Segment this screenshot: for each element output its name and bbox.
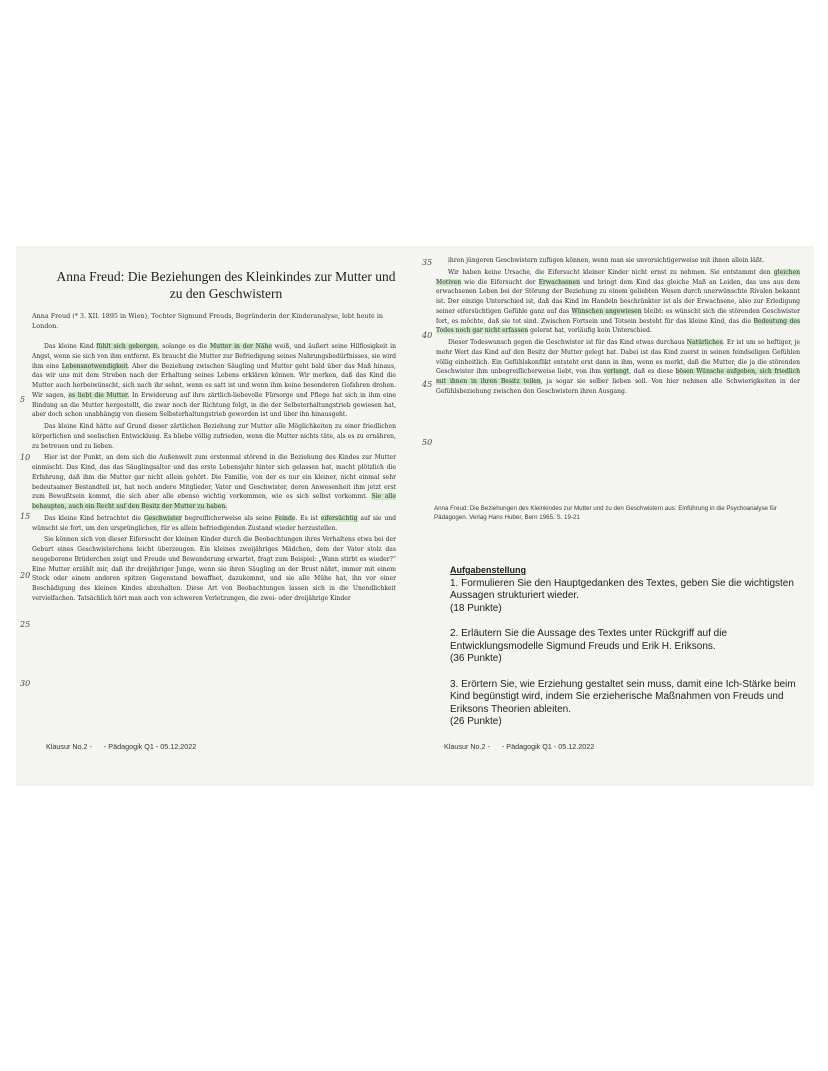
text-segment: Das kleine Kind hätte auf Grund dieser zärtlichen Beziehung zur Mutter alle Möglichkeiten zu einer friedlichen körperlichen und seelischen Entwicklung. Es bliebe völlig zufrieden, wenn die Mutter nichts täte, als es zu ernähren, zu betreuen und zu lieben. [32, 423, 396, 450]
highlighted-text: Sie alle behaupten, auch ein Recht auf den Besitz der Mutter zu haben. [32, 493, 396, 510]
text-segment: , ja sogar sie selber lieben soll. Von hier nehmen alle Schwierigkeiten in der Gefühlsbeziehung zwischen den Geschwistern ihren Ausgang. [436, 378, 800, 395]
left-page [16, 246, 416, 786]
line-number: 10 [20, 453, 31, 462]
text-segment: . Aber die Beziehung zwischen Säugling und Mutter geht bald über das Maß hinaus, das wir uns mit dem Streben nach der Erhaltung seines Lebens erklären können. Wir merken, daß das Kind die Mutter auch herbeiwünscht, sich nach ihr sehnt, wenn es satt ist und wenn ihm keine besonderen Gefahren drohen. Wir sagen, [32, 362, 396, 399]
highlighted-text: Geschwister [143, 514, 182, 522]
line-number: 40 [422, 331, 433, 340]
line-number: 20 [20, 571, 31, 580]
paragraph [32, 422, 396, 451]
paragraph [436, 268, 800, 336]
right-page [414, 246, 814, 786]
text-segment: begreiflicherweise als seine [181, 514, 275, 522]
highlighted-text: gleichen Motiven [436, 268, 800, 286]
text-segment: Das kleine Kind betrachtet die [44, 514, 144, 522]
paragraph [32, 453, 396, 512]
body-text-left [32, 342, 396, 606]
text-segment: gelernt hat, vorläufig kein Unterschied. [528, 327, 652, 335]
paragraph [32, 342, 396, 420]
text-segment: Hier ist der Punkt, an dem sich die Außenwelt zum erstenmal störend in die Beziehung des Kindes zur Mutter einmischt. Das Kind, das das Säuglingsalter und das erste Lebensjahr hinter sich gelassen hat, macht plötzlich die Erfahrung, daß ihm die Mutter gar nicht allein gehört. Die Familie, von der es nur ein kleiner, nicht einmal sehr bedeutsamer Bestandteil ist, hat noch andere Mitglieder, Vater und Geschwister, deren Anwesenheit ihm jetzt erst zum Bewußtsein kommt, die sich aber alle ebenso wichtig vorkommen, wie es sich selbst vorkommt. [32, 454, 396, 501]
text-segment: auf sie und wünscht sie fort, um den ursprünglichen, für es allein befriedigenden Zustand wieder herzustellen. [32, 514, 396, 532]
line-number: 35 [422, 258, 433, 267]
author-note: Anna Freud (* 3. XII. 1895 in Wien), Tochter Sigmund Freuds, Begründerin der Kinderanalyse, lebt heute in London. [32, 312, 384, 330]
text-segment: weiß, und äußert seine Hilflosigkeit in Angst, wenn sie sich von ihm entfernt. Es braucht die Mutter zur Befriedigung seines Nahrungsbedürfnisses, sie wird ihm eine [32, 343, 397, 370]
text-segment: wie die Eifersucht der [461, 278, 539, 286]
paragraph [436, 256, 800, 266]
task-item [450, 679, 800, 729]
paragraph [32, 535, 396, 603]
task-points: (36 Punkte) [450, 653, 502, 664]
title-line-1: Anna Freud: Die Beziehungen des Kleinkindes zur Mutter und [56, 269, 396, 284]
page-title [46, 268, 406, 302]
paragraph [436, 338, 800, 397]
footer: Klausur No.2 - - Pädagogik Q1 - 05.12.2022 [46, 742, 197, 751]
highlighted-text: fühlt sich geborgen [96, 343, 158, 350]
highlighted-text: es liebt die Mutter. [68, 391, 130, 399]
highlighted-text: bösen Wünsche aufgeben, sich friedlich mit ihnen in ihren Besitz teilen [436, 368, 800, 385]
text-segment: . Es ist [295, 514, 321, 522]
highlighted-text: Erwachsenen [538, 278, 581, 286]
source-citation: Anna Freud: Die Beziehungen des Kleinkindes zur Mutter und zu den Geschwistern aus: Einführung in die Psychoanalyse für Pädagogen. Verlag Hans Huber, Bern 1965. S. 19-21 [434, 505, 777, 521]
highlighted-text: Bedeutung des Todes noch gar nicht erfassen [436, 317, 801, 335]
task-points: (18 Punkte) [450, 602, 502, 614]
highlighted-text: Mutter in der Nähe [209, 343, 272, 350]
text-segment: ihren jüngeren Geschwistern zufügen können, wenn man sie unvorsichtigerweise mit ihnen allein läßt. [448, 257, 765, 264]
text-segment: Dieser Todeswunsch gegen die Geschwister ist für das Kind etwas durchaus [448, 339, 687, 346]
highlighted-text: Natürliches [686, 339, 723, 346]
task-text: 3. Erörtern Sie, wie Erziehung gestaltet sein muss, damit eine Ich-Stärke beim Kind begünstigt wird, indem Sie erzieherische Maßnahmen von Freuds und Eriksons Theorien ableiten. [450, 678, 796, 715]
task-item [450, 578, 800, 616]
text-segment: , solange es die [157, 343, 210, 350]
title-line-2: zu den Geschwistern [169, 286, 283, 301]
line-number: 50 [422, 438, 433, 447]
task-item [450, 628, 800, 666]
body-text-right [436, 256, 800, 399]
task-section [450, 564, 800, 742]
text-segment: Das kleine Kind [44, 343, 97, 350]
footer: Klausur No.2 - - Pädagogik Q1 - 05.12.2022 [444, 742, 595, 751]
text-segment: , daß es diese [629, 368, 676, 376]
text-segment: In Erwiderung auf ihre zärtlich-liebevolle Fürsorge und Pflege hat sich in ihm eine Bindung an die Mutter hergestellt, die zwar noch der Richtung folgt, in die der Selbsterhaltungstrieb gewiesen hat, aber doch schon unabhängig von diesem Selbsterhaltungstrieb geworden ist und über ihn hinausgeht. [32, 391, 396, 419]
line-number: 15 [20, 512, 31, 521]
highlighted-text: Feinde [274, 514, 296, 522]
text-segment: . Er ist um so heftiger, je mehr Wert das Kind auf den Besitz der Mutter gelegt hat. Dabei ist das Kind zuerst in seinen feindseligen Gefühlen völlig einheitlich. Ein Gefühlskonflikt entsteht erst dann in ihm, wenn es merkt, daß die Mutter, die ja die störenden Geschwister ihm unbegreiflicherweise liebt, von ihm [436, 339, 801, 376]
text-segment: Sie können sich von dieser Eifersucht der kleinen Kinder durch die Beobachtungen ihres Verhaltens etwa bei der Geburt eines Geschwisterchens leicht überzeugen. Ein kleines zweijähriges Mädchen, dem der Vater stolz das neugeborene Brüderchen zeigt und Freude und Bewunderung erwartet, fragt zum Beispiel: „Wann stirbt es wieder?“ Eine Mutter erzählt mir, daß ihr dreijähriger Junge, wenn sie ihren Säugling an der Brust nährt, immer mit einem Stock oder einem anderen spitzen Gegenstand bewaffnet, dazukommt, und sie alle Mühe hat, ihn vor einer Beschädigung des kleinen Kindes abzuhalten. Diese Art von Beobachtungen lassen sich in die Unendlichkeit vervielfachen. Tatsächlich hört man auch von schweren Verletzungen, die zwei- oder dreijährige Kinder [32, 536, 396, 602]
text-segment: und bringt dem Kind das gleiche Maß an Leiden, das uns aus dem erwachsenen Leben bei der Störung der Beziehung zu einem geliebten Wesen durch unerwünschte Rivalen bekannt ist. Der einzige Unterschied ist, daß das Kind im Handeln beschränkter ist als der Erwachsene, also zur Erledigung seiner eifersüchtigen Gefühle ganz auf das [436, 278, 800, 315]
line-number: 5 [20, 395, 26, 404]
tasks-heading: Aufgabenstellung [450, 565, 526, 575]
highlighted-text: Lebensnotwendigkeit [61, 362, 128, 370]
task-text: 1. Formulieren Sie den Hauptgedanken des Textes, geben Sie die wichtigsten Aussagen strukturiert wieder. [450, 577, 794, 601]
text-segment: Wir haben keine Ursache, die Eifersucht kleiner Kinder nicht ernst zu nehmen. Sie entstammt den [448, 268, 774, 276]
line-number: 25 [20, 620, 31, 629]
paragraph [32, 514, 396, 534]
highlighted-text: verlangt [603, 368, 630, 376]
task-text: 2. Erläutern Sie die Aussage des Textes unter Rückgriff auf die Entwicklungsmodelle Sigmund Freuds und Erik H. Eriksons. [450, 628, 728, 652]
line-number: 30 [20, 679, 31, 688]
task-points: (26 Punkte) [450, 716, 502, 727]
exam-spread [16, 246, 812, 786]
text-segment: bleibt: es wünscht sich die störenden Geschwister fort, es möchte, daß sie tot sind. Zwischen Fortsein und Totsein besteht für das kleine Kind, das die [436, 307, 800, 325]
line-number: 45 [422, 380, 433, 389]
highlighted-text: Wünschen angewiesen [571, 307, 642, 315]
highlighted-text: eifersüchtig [320, 514, 358, 522]
